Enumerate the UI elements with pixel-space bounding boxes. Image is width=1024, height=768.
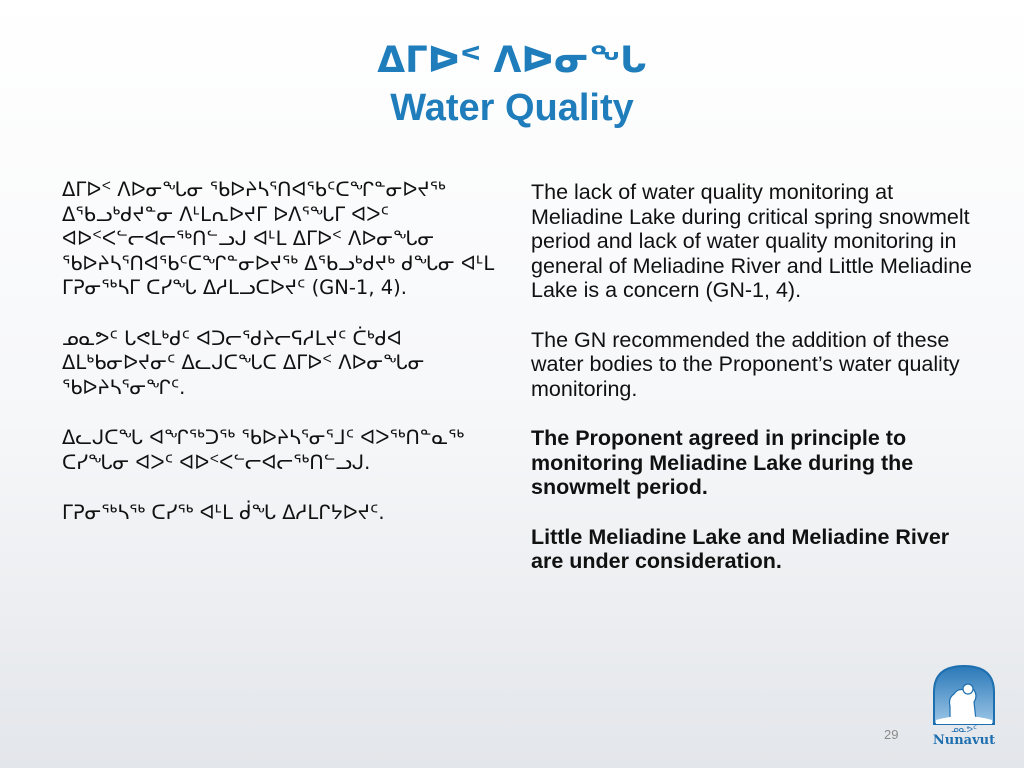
nunavut-emblem-icon [928,662,1000,746]
english-paragraph-3: The Proponent agreed in principle to monitoring Meliadine Lake during the snowmelt period. [531,426,914,499]
slide-title [0,38,1024,132]
syllabics-paragraph-2: ᓄᓇᕗᑦ ᒐᕙᒪᒃᑯᑦ ᐊᑐᓕᖁᔨᓕᕋᓱᒪᔪᑦ ᑖᒃᑯᐊ ᐃᒪᒃᑲᓂᐅᔪᓂᑦ ᐃᓚᒍᑕᖓᑕ ᐃᒥᐅᑉ ᐱᐅᓂᖓᓂ ᖃᐅᔨᓴᕐᓂᖏᑦ. [62,326,425,399]
syllabics-paragraph-3: ᐃᓚᒍᑕᖓ ᐊᖏᖅᑐᖅ ᖃᐅᔨᓴᕐᓂᕐᒧᑦ ᐊᐳᖅᑎᓐᓇᖅ ᑕᓯᖓᓂ ᐊᐳᑦ ᐊᐅᑉᐸᓪᓕᐊᓕᖅᑎᓪᓗᒍ. [62,426,465,474]
english-paragraph-4: Little Meliadine Lake and Meliadine River are under consideration. [531,524,950,573]
logo-wordmark: Nunavut [932,733,996,746]
logo-syllabics: ᓄᓇᕗᑦ [951,725,977,735]
syllabics-column [62,178,502,552]
english-paragraph-2: The GN recommended the addition of these water bodies to the Proponent’s water quality monitoring. [531,327,960,401]
page-number: 29 [884,727,899,742]
nunavut-logo [928,662,1000,746]
syllabics-paragraph-1: ᐃᒥᐅᑉ ᐱᐅᓂᖓᓂ ᖃᐅᔨᓴᕐᑎᐊᖃᑦᑕᖏᓐᓂᐅᔪᖅ ᐃᖃᓗᒃᑯᔪᓐᓂ ᐱᒻᒪᕆᐅᔪᒥ ᐅᐱᕐᖓᒥ ᐊᐳᑦ ᐊᐅᑉᐸᓪᓕᐊᓕᖅᑎᓪᓗᒍ ᐊᒻᒪ ᐃᒥᐅᑉ ᐱᐅᓂᖓᓂ ᖃᐅᔨᓴᕐᑎᐊᖃᑦᑕᖏᓐᓂᐅᔪᖅ ᐃᖃᓗᒃᑯᔪᒃ ᑯᖓᓂ ᐊᒻᒪ ᒥᕈᓂᖅᓴᒥ ᑕᓯᖓ ᐃᓱᒪᓗᑕᐅᔪᑦ (GN-1, 4). [62,178,495,299]
english-paragraph-1: The lack of water quality monitoring at Meliadine Lake during critical spring snowmelt period and lack of water quality monitoring in general of Meliadine River and Little Meliadine Lake is a concern (GN-1, 4). [531,180,973,302]
syllabics-paragraph-4: ᒥᕈᓂᖅᓴᖅ ᑕᓯᖅ ᐊᒻᒪ ᑰᖓ ᐃᓱᒪᒋᔭᐅᔪᑦ. [62,501,385,524]
title-english: Water Quality [390,87,634,129]
title-syllabics: ᐃᒥᐅᑉ ᐱᐅᓂᖓ [377,40,647,81]
english-column [531,180,981,599]
